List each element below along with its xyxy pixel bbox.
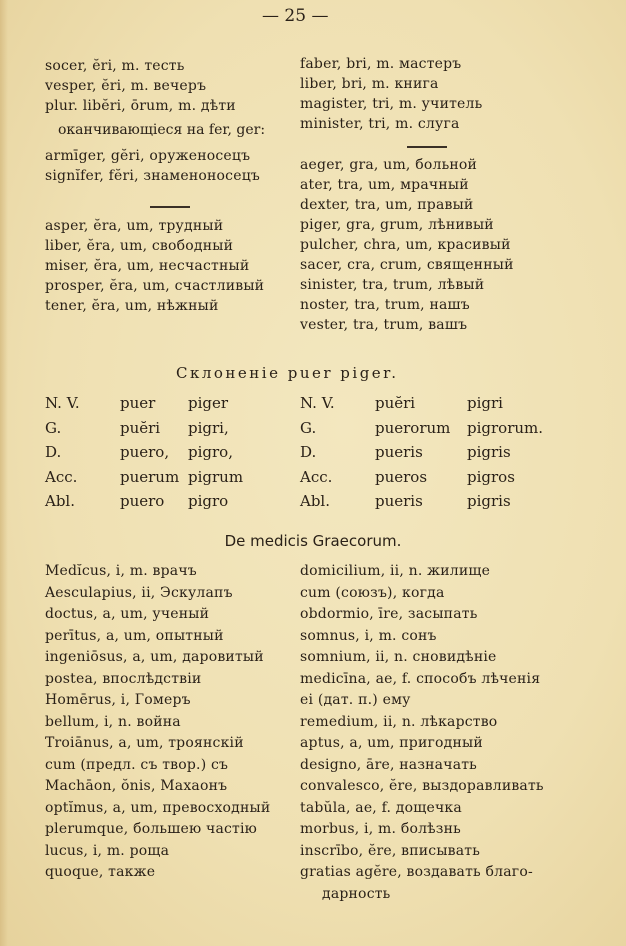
declension-row bbox=[300, 416, 600, 441]
vocab-item: ingeniōsus, a, um, даровитый bbox=[45, 649, 264, 665]
puer-form: pueros bbox=[375, 467, 428, 486]
piger-form: pigri, bbox=[188, 418, 229, 437]
divider bbox=[407, 146, 447, 148]
vocab-item: designo, āre, назначать bbox=[300, 756, 478, 773]
piger-form: pigri bbox=[467, 394, 503, 412]
case-label: Acc. bbox=[45, 467, 78, 486]
list-item: asper, ĕra, um, трудный bbox=[45, 218, 224, 234]
piger-form: pigris bbox=[467, 492, 511, 510]
vocab-item: doctus, a, um, ученый bbox=[45, 606, 210, 622]
vocab-item: Aesculapius, ii, Эскулапъ bbox=[45, 584, 233, 601]
list-item: prosper, ĕra, um, счастливый bbox=[45, 278, 265, 294]
declension-row bbox=[45, 489, 295, 514]
list-item: magister, tri, m. учитель bbox=[300, 96, 483, 112]
vocab-item: inscrībo, ĕre, вписывать bbox=[300, 842, 481, 859]
vocab-item: remedium, ii, n. лѣкарство bbox=[300, 713, 498, 730]
puer-form: puer bbox=[120, 394, 156, 412]
case-label: Abl. bbox=[45, 492, 75, 510]
vocab-item: Troiānus, a, um, троянскiй bbox=[45, 735, 244, 751]
puer-form: puerum bbox=[120, 467, 180, 486]
list-item: faber, bri, m. мастеръ bbox=[300, 56, 462, 72]
list-item: signĭfer, fĕri, знаменоносецъ bbox=[45, 168, 261, 184]
declension-row bbox=[300, 465, 600, 490]
declension-row bbox=[45, 416, 295, 441]
declension-row bbox=[300, 440, 600, 465]
right-adj-list bbox=[300, 155, 514, 335]
declension-singular bbox=[45, 391, 295, 514]
case-label: N. V. bbox=[45, 394, 80, 412]
list-item: sacer, cra, crum, священный bbox=[300, 257, 514, 273]
list-item: pulcher, chra, um, красивый bbox=[300, 237, 511, 253]
puer-form: puerorum bbox=[375, 418, 451, 437]
case-label: Acc. bbox=[300, 467, 333, 486]
vocab-item: optĭmus, a, um, превосходный bbox=[45, 799, 271, 816]
vocab-left bbox=[45, 561, 270, 884]
vocab-item: morbus, i, m. болѣзнь bbox=[300, 821, 461, 837]
case-label: G. bbox=[45, 418, 62, 437]
vocab-item: quoque, также bbox=[45, 864, 156, 880]
list-item: armīger, gĕri, оруженосецъ bbox=[45, 148, 251, 164]
declension-plural bbox=[300, 391, 600, 514]
vocab-item: somnus, i, m. сонъ bbox=[300, 627, 437, 644]
list-item: noster, tra, trum, нашъ bbox=[300, 297, 470, 313]
piger-form: pigrum bbox=[188, 467, 244, 486]
section-title: De medicis Graecorum. bbox=[224, 532, 402, 550]
vocab-item: aptus, a, um, пригодный bbox=[300, 735, 483, 751]
piger-form: piger bbox=[188, 394, 229, 412]
puer-form: puĕri bbox=[120, 418, 161, 437]
vocab-item: Homērus, i, Гомеръ bbox=[45, 692, 191, 708]
vocab-item: perītus, a, um, опытный bbox=[45, 627, 224, 644]
vocab-item: cum (союзъ), когда bbox=[300, 584, 445, 601]
vocab-item: plerumque, большею частiю bbox=[45, 821, 258, 837]
puer-form: puĕri bbox=[375, 394, 416, 412]
piger-form: pigros bbox=[467, 467, 515, 486]
vocab-item: obdormio, īre, засыпать bbox=[300, 606, 478, 622]
vocab-item: somnium, ii, n. сновидѣнiе bbox=[300, 649, 497, 665]
list-item: vester, tra, trum, вашъ bbox=[300, 317, 468, 333]
list-item: liber, ĕra, um, свободный bbox=[45, 238, 234, 254]
puer-form: puero, bbox=[120, 443, 170, 461]
list-item: liber, bri, m. книга bbox=[300, 76, 439, 92]
declension-row bbox=[45, 391, 295, 416]
puer-form: pueris bbox=[375, 443, 423, 461]
list-item: sinister, tra, trum, лѣвый bbox=[300, 277, 485, 293]
list-item: dexter, tra, um, правый bbox=[300, 197, 474, 213]
page-number: — 25 — bbox=[262, 6, 329, 26]
vocab-item: tabŭla, ae, f. дощечка bbox=[300, 799, 462, 816]
vocab-item: ei (дат. п.) ему bbox=[300, 692, 411, 708]
declension-row bbox=[45, 465, 295, 490]
vocab-item: medicīna, ae, f. способъ лѣченiя bbox=[300, 670, 541, 687]
vocab-item-continuation: дарность bbox=[322, 885, 391, 902]
list-item: piger, gra, grum, лѣнивый bbox=[300, 217, 494, 233]
piger-form: pigro bbox=[188, 492, 229, 510]
list-item: vesper, ĕri, m. вечеръ bbox=[45, 78, 207, 94]
declension-title: Склоненiе puer piger. bbox=[176, 364, 399, 382]
case-label: N. V. bbox=[300, 394, 335, 412]
page-edge bbox=[0, 0, 8, 946]
list-item: plur. libĕri, ōrum, m. дѣти bbox=[45, 98, 236, 114]
left-adj-list bbox=[45, 216, 264, 316]
case-label: D. bbox=[300, 443, 317, 461]
left-mid-list bbox=[45, 146, 260, 186]
subheading: оканчивающiеся на fer, ger: bbox=[58, 122, 266, 138]
declension-row bbox=[300, 489, 600, 514]
case-label: Abl. bbox=[300, 492, 330, 510]
list-item: aeger, gra, um, больной bbox=[300, 157, 478, 173]
right-top-list bbox=[300, 54, 482, 134]
left-top-list bbox=[45, 56, 236, 116]
list-item: socer, ĕri, m. тесть bbox=[45, 58, 185, 74]
list-item: tener, ĕra, um, нѣжный bbox=[45, 298, 219, 314]
vocab-item: gratias agĕre, воздавать благо- bbox=[300, 864, 533, 880]
declension-row bbox=[300, 391, 600, 416]
list-item: miser, ĕra, um, несчастный bbox=[45, 258, 250, 274]
vocab-item: Machāon, ŏnis, Махаонъ bbox=[45, 778, 228, 794]
vocab-item: lucus, i, m. роща bbox=[45, 842, 170, 859]
list-item: ater, tra, um, мрачный bbox=[300, 177, 469, 193]
declension-row bbox=[45, 440, 295, 465]
case-label: G. bbox=[300, 418, 317, 437]
divider bbox=[150, 206, 190, 208]
piger-form: pigro, bbox=[188, 443, 233, 461]
case-label: D. bbox=[45, 443, 62, 461]
vocab-item: convalesco, ĕre, выздоравливать bbox=[300, 778, 544, 794]
vocab-item: Medĭcus, i, m. врачъ bbox=[45, 563, 197, 579]
vocab-item: domicilium, ii, n. жилище bbox=[300, 563, 491, 579]
list-item: minister, tri, m. слуга bbox=[300, 116, 460, 132]
vocab-right bbox=[300, 561, 544, 905]
puer-form: pueris bbox=[375, 492, 423, 510]
vocab-item: postea, впослѣдствiи bbox=[45, 670, 202, 687]
piger-form: pigris bbox=[467, 443, 511, 461]
piger-form: pigrorum. bbox=[467, 418, 544, 437]
puer-form: puero bbox=[120, 492, 165, 510]
vocab-item: cum (предл. съ твор.) съ bbox=[45, 756, 229, 773]
vocab-item: bellum, i, n. война bbox=[45, 713, 181, 730]
